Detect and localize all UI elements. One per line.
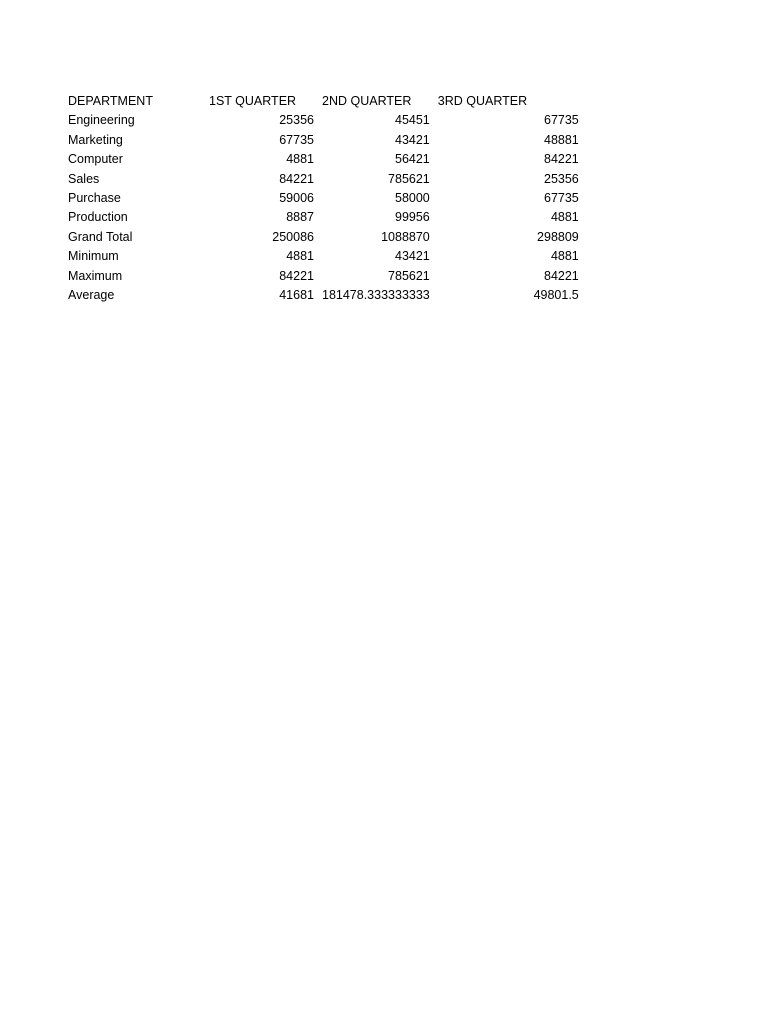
minimum-row	[64, 247, 583, 266]
q1-total-cell[interactable]: 250086	[272, 229, 314, 244]
table-row	[64, 111, 583, 130]
q1-average-cell[interactable]: 41681	[279, 288, 314, 303]
table-row	[64, 150, 583, 169]
department-cell[interactable]: Production	[68, 210, 128, 225]
q2-total-cell[interactable]: 1088870	[381, 229, 430, 244]
header-2nd-quarter[interactable]: 2ND QUARTER	[322, 94, 412, 108]
grand-total-label[interactable]: Grand Total	[68, 229, 133, 244]
header-3rd-quarter[interactable]: 3RD QUARTER	[437, 94, 528, 108]
grand-total-row	[64, 228, 583, 247]
q3-total-cell[interactable]: 298809	[537, 229, 579, 244]
q3-maximum-cell[interactable]: 84221	[544, 268, 579, 283]
maximum-label[interactable]: Maximum	[68, 268, 123, 283]
q2-maximum-cell[interactable]: 785621	[388, 268, 430, 283]
department-cell[interactable]: Computer	[68, 152, 123, 167]
header-department[interactable]: DEPARTMENT	[68, 94, 153, 108]
header-row	[64, 92, 583, 111]
department-cell[interactable]: Sales	[68, 171, 100, 186]
q1-maximum-cell[interactable]: 84221	[279, 268, 314, 283]
q1-cell[interactable]: 59006	[279, 191, 314, 206]
average-row	[64, 286, 583, 305]
quarterly-department-table	[64, 92, 583, 305]
q2-cell[interactable]: 58000	[395, 191, 430, 206]
q3-cell[interactable]: 48881	[544, 132, 579, 147]
q3-average-cell[interactable]: 49801.5	[533, 288, 579, 303]
q2-minimum-cell[interactable]: 43421	[395, 249, 430, 264]
q1-minimum-cell[interactable]: 4881	[286, 249, 314, 264]
table-row	[64, 131, 583, 150]
department-cell[interactable]: Marketing	[68, 132, 123, 147]
q1-cell[interactable]: 8887	[286, 210, 314, 225]
average-label[interactable]: Average	[68, 288, 115, 303]
q1-cell[interactable]: 67735	[279, 132, 314, 147]
q3-cell[interactable]: 67735	[544, 113, 579, 128]
header-1st-quarter[interactable]: 1ST QUARTER	[209, 94, 297, 108]
q3-cell[interactable]: 67735	[544, 191, 579, 206]
q3-minimum-cell[interactable]: 4881	[550, 249, 579, 264]
q1-cell[interactable]: 4881	[286, 152, 314, 167]
q2-cell[interactable]: 99956	[395, 210, 430, 225]
spreadsheet-page	[64, 92, 604, 305]
table-row	[64, 189, 583, 208]
q1-cell[interactable]: 25356	[279, 113, 314, 128]
q3-cell[interactable]: 84221	[544, 152, 579, 167]
table-row	[64, 208, 583, 227]
q3-cell[interactable]: 25356	[544, 171, 579, 186]
department-cell[interactable]: Engineering	[68, 113, 135, 128]
q1-cell[interactable]: 84221	[279, 171, 314, 186]
q2-cell[interactable]: 56421	[395, 152, 430, 167]
department-cell[interactable]: Purchase	[68, 191, 121, 206]
table-row	[64, 170, 583, 189]
q2-cell[interactable]: 785621	[388, 171, 430, 186]
q3-cell[interactable]: 4881	[550, 210, 579, 225]
q2-cell[interactable]: 43421	[395, 132, 430, 147]
q2-cell[interactable]: 45451	[395, 113, 430, 128]
maximum-row	[64, 267, 583, 286]
q2-average-cell[interactable]: 181478.333333333	[322, 288, 430, 303]
minimum-label[interactable]: Minimum	[68, 249, 119, 264]
